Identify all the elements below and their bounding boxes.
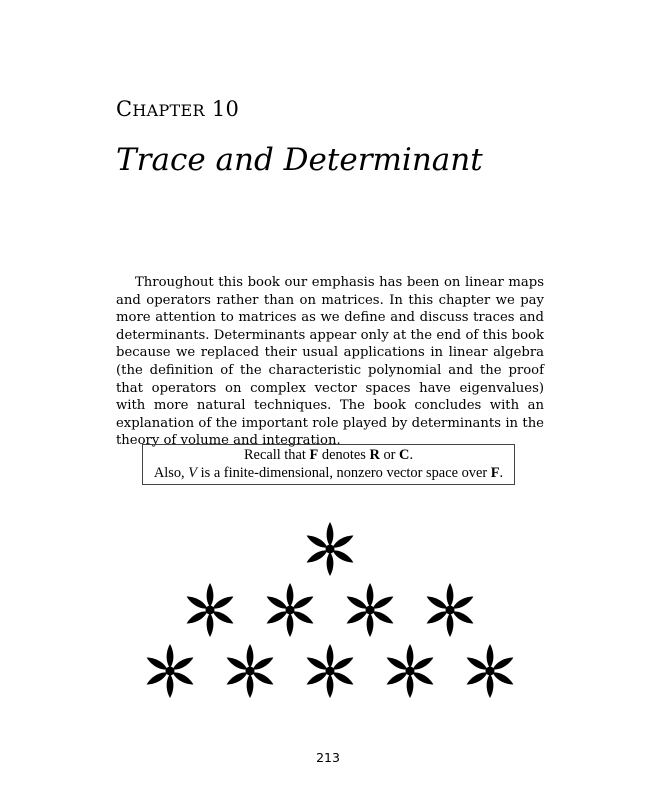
field-f-symbol: F: [309, 447, 319, 463]
vector-space-symbol: V: [188, 465, 198, 481]
flower-ornament-icon: [345, 583, 395, 637]
intro-paragraph: Throughout this book our emphasis has been on linear maps and operators rather than on matrices. In this chapter we pay more attention to matrices as we define and discuss traces and determinants. Determinants appear only at the end of this book because we replaced their usual applications in linear algebra (the definition of the characteristic polynomial and the proof that operators on complex vector spaces have eigenvalues) with more natural techniques. The book concludes with an explanation of the important role played by determinants in the theory of volume and integration.: [116, 275, 544, 449]
chapter-title: Trace and Determinant: [116, 142, 483, 178]
chapter-label-small: HAPTER: [132, 101, 205, 120]
flower-ornament-icon: [265, 583, 315, 637]
field-r-symbol: R: [369, 447, 380, 463]
flower-ornament-icon: [385, 644, 435, 698]
flower-ornament-icon: [305, 644, 355, 698]
flower-ornament-icon: [305, 522, 355, 576]
recall-line-2: Also, V is a finite-dimensional, nonzero vector space over F.: [153, 465, 504, 481]
chapter-label-cap: C: [116, 97, 133, 121]
field-f-symbol-2: F: [490, 465, 500, 481]
field-c-symbol: C: [399, 447, 410, 463]
chapter-number: 10: [211, 97, 240, 121]
recall-line-1: Recall that F denotes R or C.: [243, 447, 414, 463]
flower-ornament-icon: [145, 644, 195, 698]
flower-ornament-icon: [425, 583, 475, 637]
flower-ornament-icon: [465, 644, 515, 698]
flower-ornament-icon: [185, 583, 235, 637]
flower-ornament-icon: [225, 644, 275, 698]
page-number: 213: [316, 750, 340, 765]
